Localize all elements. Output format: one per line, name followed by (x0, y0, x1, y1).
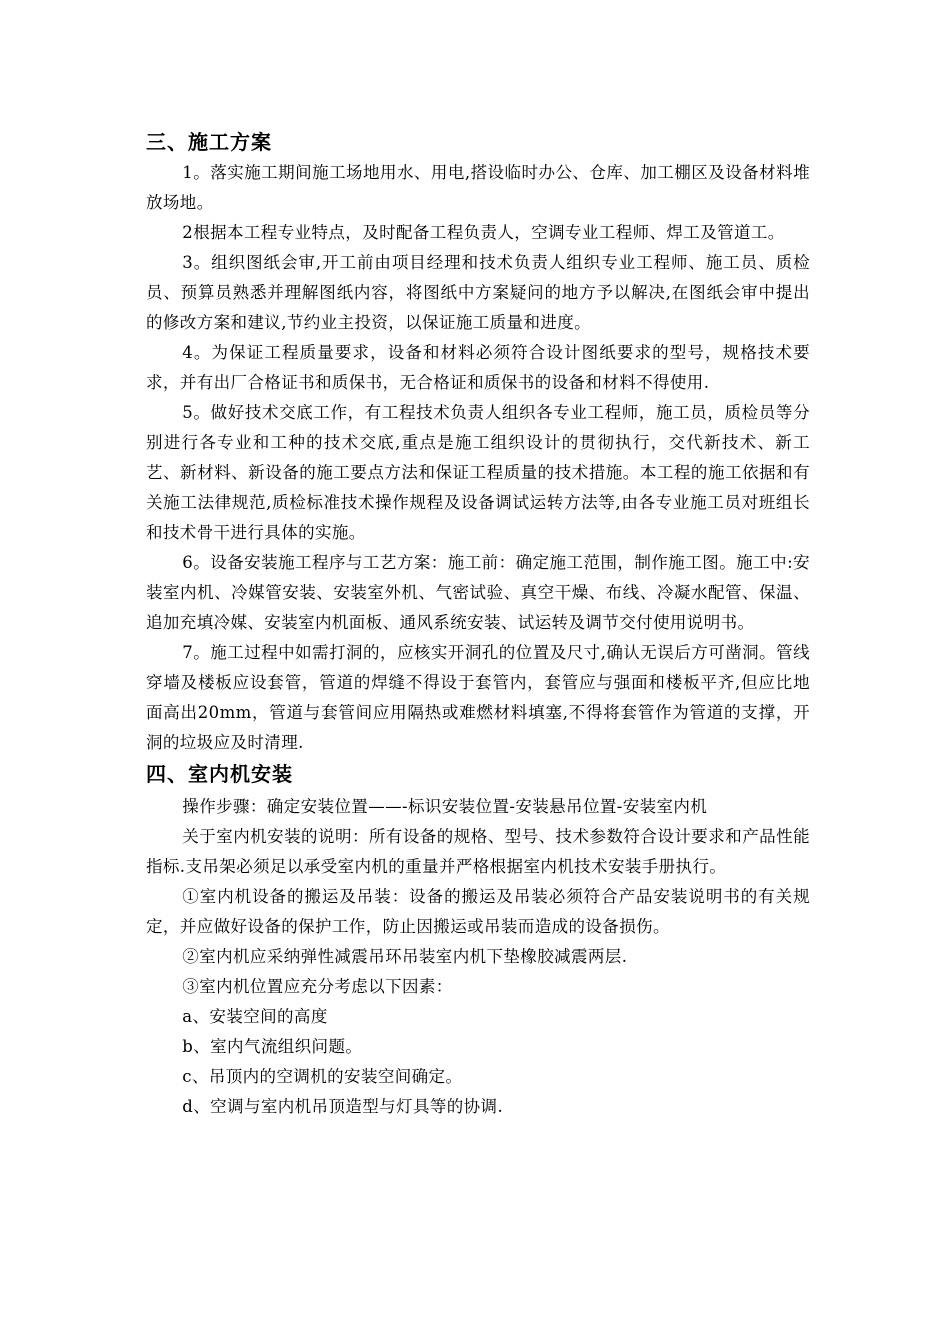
section-4-factor-c: c、吊顶内的空调机的安装空间确定。 (182, 1067, 463, 1086)
section-4-item-1: ①室内机设备的搬运及吊装：设备的搬运及吊装必须符合产品安装说明书的有关规定，并应做好设备的保护工作，防止因搬运或吊装而造成的设备损伤。 (146, 887, 810, 936)
section-3-paragraph-6: 6。设备安装施工程序与工艺方案：施工前：确定施工范围，制作施工图。施工中:安装室内机、冷媒管安装、安装室外机、气密试验、真空干燥、布线、冷凝水配管、保温、追加充填冷媒、安装室内机面板、通风系统安装、试运转及调节交付使用说明书。 (146, 553, 810, 632)
section-3-paragraph-4: 4。为保证工程质量要求，设备和材料必须符合设计图纸要求的型号，规格技术要求，并有出厂合格证书和质保书，无合格证和质保书的设备和材料不得使用. (146, 343, 810, 392)
section-4-notes: 关于室内机安装的说明：所有设备的规格、型号、技术参数符合设计要求和产品性能指标.支吊架必须足以承受室内机的重量并严格根据室内机技术安装手册执行。 (146, 827, 810, 876)
section-3-paragraph-3: 3。组织图纸会审,开工前由项目经理和技术负责人组织专业工程师、施工员、质检员、预算员熟悉并理解图纸内容，将图纸中方案疑问的地方予以解决,在图纸会审中提出的修改方案和建议,节约业主投资，以保证施工质量和进度。 (146, 253, 810, 332)
section-3-paragraph-1: 1。落实施工期间施工场地用水、用电,搭设临时办公、仓库、加工棚区及设备材料堆放场地。 (146, 163, 810, 212)
section-4-factor-a: a、安装空间的高度 (182, 1007, 328, 1026)
section-3-paragraph-2: 2根据本工程专业特点，及时配备工程负责人，空调专业工程师、焊工及管道工。 (182, 223, 785, 242)
section-3-paragraph-5: 5。做好技术交底工作，有工程技术负责人组织各专业工程师，施工员，质检员等分别进行各专业和工种的技术交底,重点是施工组织设计的贯彻执行，交代新技术、新工艺、新材料、新设备的施工要点方法和保证工程质量的技术措施。本工程的施工依据和有关施工法律规范,质检标准技术操作规程及设备调试运转方法等,由各专业施工员对班组长和技术骨干进行具体的实施。 (146, 403, 810, 542)
section-4-steps: 操作步骤：确定安装位置——-标识安装位置-安装悬吊位置-安装室内机 (182, 797, 708, 816)
section-3-paragraph-7: 7。施工过程中如需打洞的，应核实开洞孔的位置及尺寸,确认无误后方可凿洞。管线穿墙及楼板应设套管，管道的焊缝不得设于套管内，套管应与强面和楼板平齐,但应比地面高出20mm，管道与套管间应用隔热或难燃材料填塞,不得将套管作为管道的支撑，开洞的垃圾应及时清理. (146, 643, 810, 752)
section-4-item-3: ③室内机位置应充分考虑以下因素： (182, 977, 453, 996)
section-4-factor-d: d、空调与室内机吊顶造型与灯具等的协调. (182, 1097, 504, 1116)
section-4-factor-b: b、室内气流组织问题。 (182, 1037, 363, 1056)
section-4-item-2: ②室内机应采纳弹性减震吊环吊装室内机下垫橡胶减震两层. (182, 947, 628, 966)
section-3-title: 三、施工方案 (146, 130, 272, 154)
document-page (146, 128, 810, 1122)
section-4-title: 四、室内机安装 (146, 762, 293, 786)
